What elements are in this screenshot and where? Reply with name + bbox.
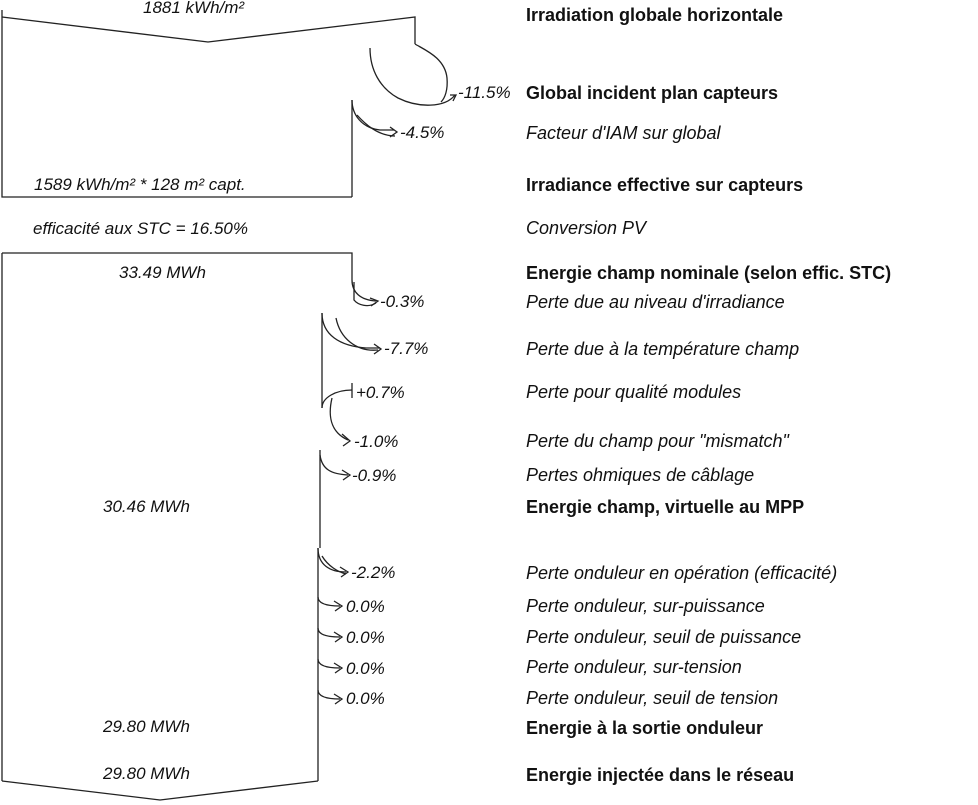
- label-pv-conversion: Conversion PV: [526, 218, 647, 238]
- label-module-quality: Perte pour qualité modules: [526, 382, 742, 402]
- label-inverter-output: Energie à la sortie onduleur: [526, 718, 764, 738]
- loss-pct-temperature: -7.7%: [384, 339, 429, 358]
- label-global-incident: Global incident plan capteurs: [526, 83, 779, 103]
- loss-pct-voltage-threshold: 0.0%: [346, 689, 385, 708]
- label-mismatch-loss: Perte du champ pour "mismatch": [526, 431, 789, 451]
- loss-pct-overvoltage: 0.0%: [346, 659, 385, 678]
- label-ohmic-loss: Pertes ohmiques de câblage: [526, 465, 755, 485]
- loss-arrow-iam: [352, 100, 394, 130]
- value-inverter-output: 29.80 MWh: [103, 717, 190, 736]
- label-iam-factor: Facteur d'IAM sur global: [526, 123, 721, 143]
- value-grid-energy: 29.80 MWh: [103, 764, 190, 783]
- loss-pct-global-incident: -11.5%: [458, 83, 511, 102]
- label-inverter-power-threshold: Perte onduleur, seuil de puissance: [526, 627, 802, 647]
- loss-arrow-overvoltage: [318, 659, 340, 668]
- label-inverter-efficiency-loss: Perte onduleur en opération (efficacité): [526, 563, 838, 583]
- value-stc-efficiency: efficacité aux STC = 16.50%: [33, 219, 248, 238]
- loss-pct-module-quality: +0.7%: [356, 383, 405, 402]
- loss-pct-ohmic: -0.9%: [352, 466, 397, 485]
- label-grid-injection: Energie injectée dans le réseau: [526, 765, 795, 785]
- loss-arrow-ohmic: [320, 455, 348, 475]
- label-mpp-energy: Energie champ, virtuelle au MPP: [526, 497, 805, 517]
- loss-pct-mismatch: -1.0%: [354, 432, 399, 451]
- loss-pct-irradiance-level: -0.3%: [380, 292, 425, 311]
- label-effective-irradiance: Irradiance effective sur capteurs: [526, 175, 804, 195]
- label-nominal-energy: Energie champ nominale (selon effic. STC): [526, 263, 892, 283]
- loss-arrow-irradiance-level: [352, 280, 376, 301]
- label-inverter-overpower: Perte onduleur, sur-puissance: [526, 596, 765, 616]
- label-irradiance-level-loss: Perte due au niveau d'irradiance: [526, 292, 785, 312]
- label-temperature-loss: Perte due à la température champ: [526, 339, 800, 359]
- loss-pct-iam: -4.5%: [400, 123, 445, 142]
- label-ghi: Irradiation globale horizontale: [526, 5, 784, 25]
- label-inverter-voltage-threshold: Perte onduleur, seuil de tension: [526, 688, 779, 708]
- loss-arrow-overpower: [318, 597, 340, 606]
- loss-pct-overpower: 0.0%: [346, 597, 385, 616]
- loss-arrow-mismatch: [330, 398, 348, 440]
- loss-pct-inverter-efficiency: -2.2%: [351, 563, 396, 582]
- loss-arrow-power-threshold: [318, 628, 340, 637]
- value-nominal-energy: 33.49 MWh: [119, 263, 206, 282]
- value-effective-irradiance: 1589 kWh/m² * 128 m² capt.: [34, 175, 246, 194]
- loss-arrow-global-incident: [415, 44, 447, 102]
- gain-arrow-module-quality: [322, 390, 352, 408]
- irradiation-top-chevron: [2, 17, 415, 44]
- loss-pct-power-threshold: 0.0%: [346, 628, 385, 647]
- value-mpp-energy: 30.46 MWh: [103, 497, 190, 516]
- label-inverter-overvoltage: Perte onduleur, sur-tension: [526, 657, 742, 677]
- value-ghi: 1881 kWh/m²: [143, 0, 245, 17]
- loss-arrow-voltage-threshold: [318, 690, 340, 699]
